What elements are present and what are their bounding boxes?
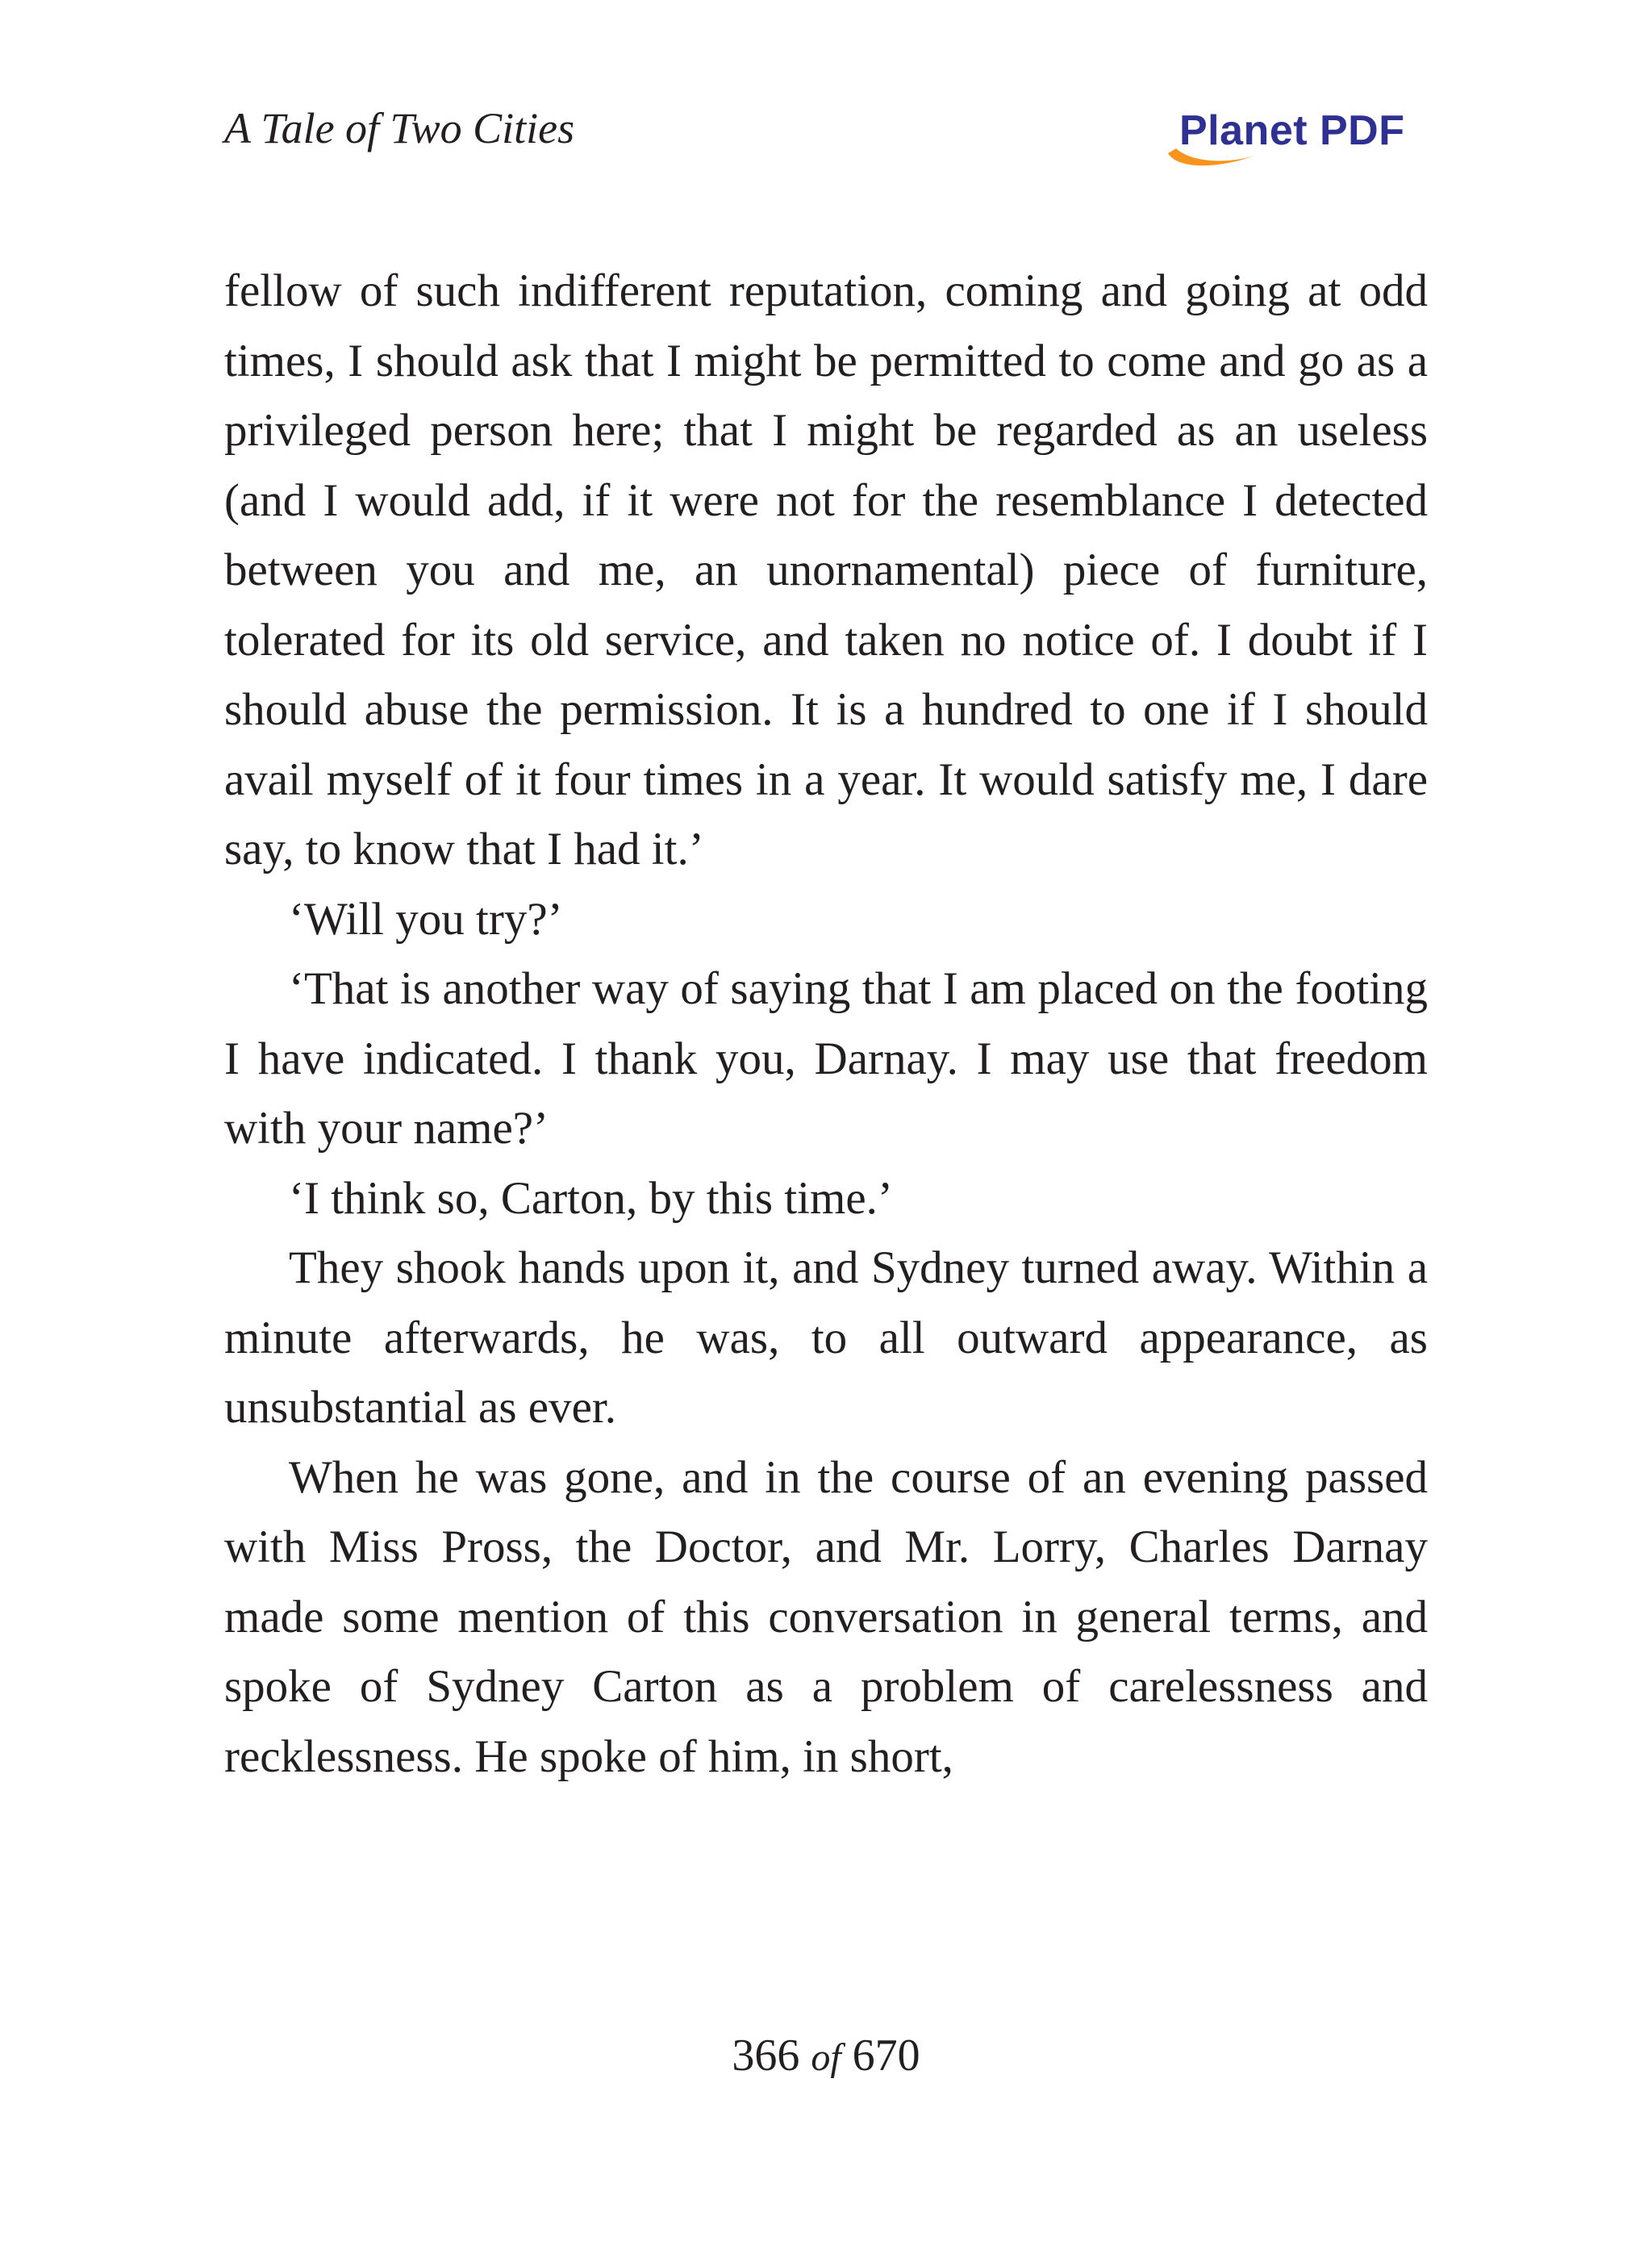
paragraph-continued: fellow of such indifferent reputation, coming and going at odd times, I should ask that I might be permitted to come and go as a privileged person here; that I might be regarded as an useless (and I would add, if it were not for the resemblance I detected between you and me, an unornamental) piece of furniture, tolerated for its old service, and taken no notice of. I doubt if I should abuse the permission. It is a hundred to one if I should avail myself of it four times in a year. It would satisfy me, I dare say, to know that I had it.’ (224, 265, 1428, 874)
logo-wordmark: Planet PDF (1179, 107, 1405, 154)
paragraph: They shook hands upon it, and Sydney turned away. Within a minute afterwards, he was, to all outward appearance, as unsubstantial as ever. (224, 1242, 1428, 1433)
page-number (0, 2030, 1652, 2081)
paragraph: When he was gone, and in the course of an evening passed with Miss Pross, the Doctor, and Mr. Lorry, Charles Darnay made some mention of this conversation in general terms, and spoke of Sydney Carton as a problem of carelessness and recklessness. He spoke of him, in short, (224, 1451, 1428, 1782)
page-of-label: of (811, 2036, 841, 2079)
paragraph: ‘That is another way of saying that I am placed on the footing I have indicated. I thank you, Darnay. I may use that freedom with your name?’ (224, 963, 1428, 1154)
paragraph: ‘I think so, Carton, by this time.’ (289, 1172, 893, 1224)
running-head-title: A Tale of Two Cities (224, 104, 575, 152)
total-pages-number: 670 (852, 2031, 920, 2081)
paragraph: ‘Will you try?’ (289, 893, 563, 945)
current-page-number: 366 (732, 2031, 800, 2081)
page-body (224, 257, 1428, 1792)
planet-pdf-logo (1162, 95, 1428, 176)
